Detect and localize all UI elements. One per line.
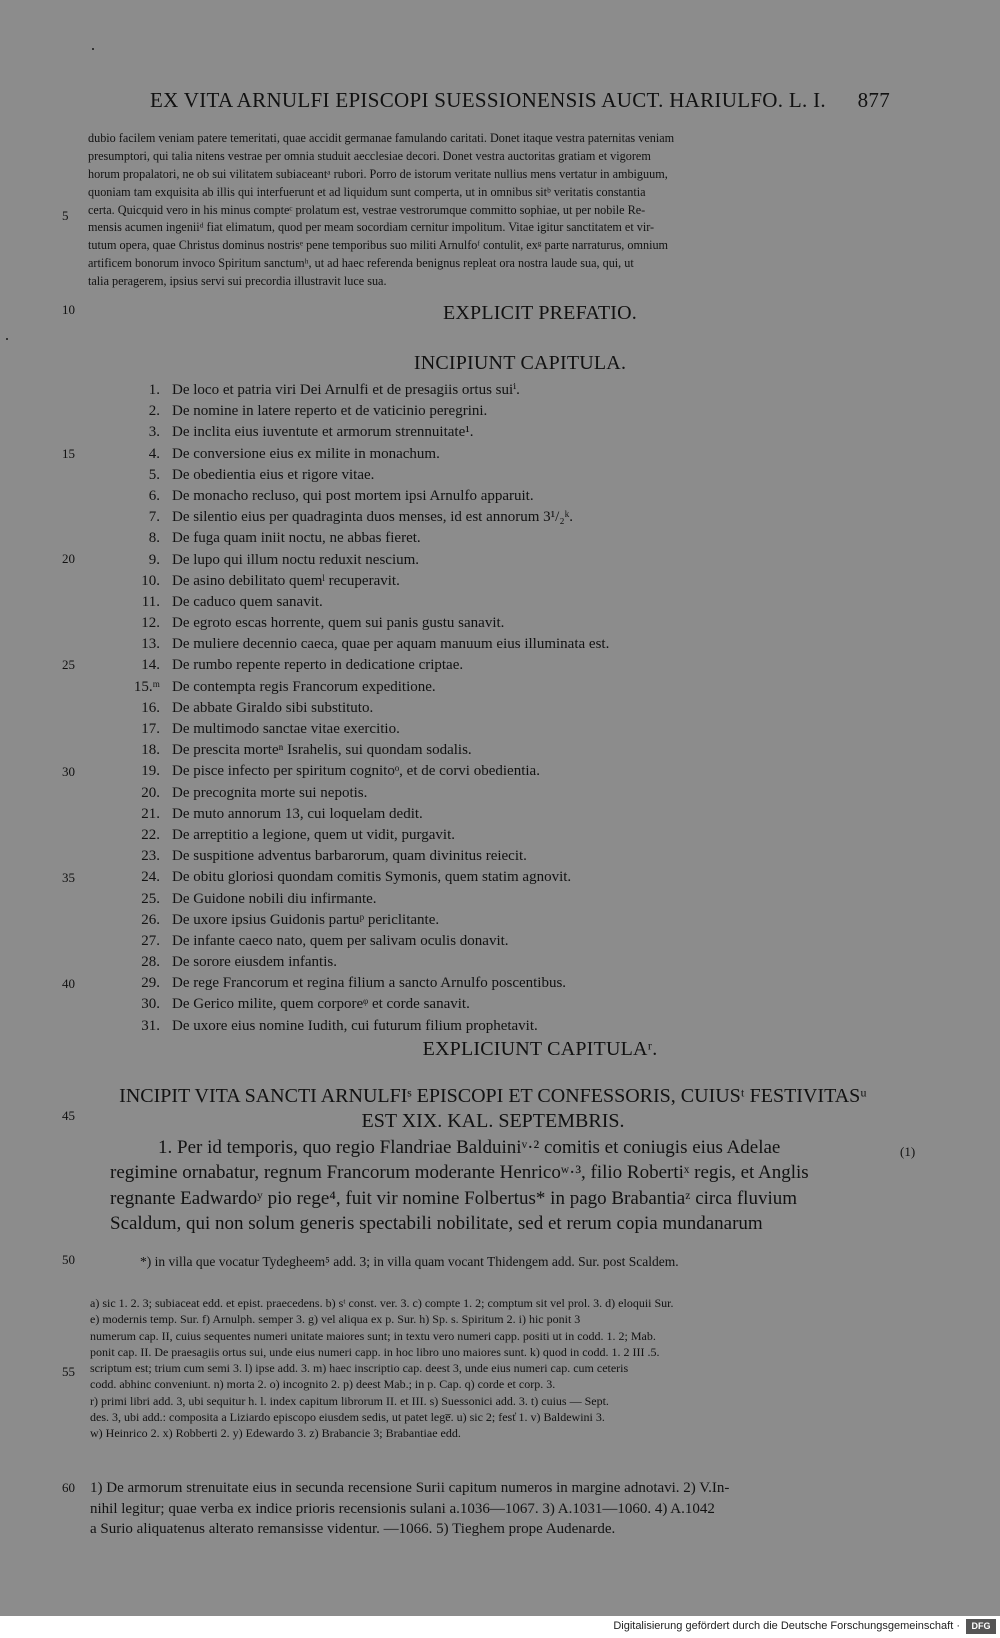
- list-item: 5. De obedientia eius et rigore vitae.: [148, 466, 375, 483]
- list-item: 2. De nomine in latere reperto et de vaticinio peregrini.: [148, 403, 488, 420]
- list-item: 20. De precognita morte sui nepotis.: [141, 784, 368, 801]
- text-line: tutum opera, quae Christus dominus nostrisᵉ pene temporibus suo militi Arnulfoᶠ contulit, exᵍ parte narraturus, omnium: [88, 238, 669, 253]
- line-number: 15: [62, 446, 75, 461]
- list-item: 25. De Guidone nobili diu infirmante.: [141, 890, 377, 907]
- speck-mark: [6, 338, 8, 340]
- line-number: 30: [62, 764, 75, 779]
- list-item: 1. De loco et patria viri Dei Arnulfi et de presagiis ortus suiⁱ.: [148, 382, 520, 398]
- list-item: 6. De monacho recluso, qui post mortem ipsi Arnulfo apparuit.: [148, 487, 534, 504]
- funding-credit: Digitalisierung gefördert durch die Deutsche Forschungsgemeinschaft ·: [613, 1620, 960, 1632]
- line-number: 60: [62, 1480, 75, 1495]
- text-line: Scaldum, qui non solum generis spectabili nobilitate, sed et rerum copia mundanarum: [110, 1213, 763, 1235]
- line-number: 20: [62, 551, 75, 566]
- text-line: codd. abhinc conveniunt. n) morta 2. o) incognito 2. p) deest Mab.; in p. Cap. q) corde et corp. 3.: [90, 1377, 556, 1392]
- list-item: 12. De egroto escas horrente, quem sui panis gustu sanavit.: [141, 615, 505, 632]
- text-line: numerum cap. II, cuius sequentes numeri unitate maiores sunt; in textu vero numeri capp. positi ut in codd. 1. 2; Mab.: [90, 1328, 656, 1343]
- speck-mark: [92, 48, 94, 50]
- list-item: 16. De abbate Giraldo sibi substituto.: [141, 699, 374, 716]
- list-item: 23. De suspitione adventus barbarorum, quam divinitus reiecit.: [141, 848, 527, 865]
- list-item: 7. De silentio eius per quadraginta duos menses, id est annorum 3¹/₂ᵏ.: [148, 509, 574, 526]
- vita-title-line-2: EST XIX. KAL. SEPTEMBRIS.: [361, 1110, 625, 1132]
- text-line: ponit cap. II. De praesagiis ortus sui, unde eius numeri capp. in hoc libro uno maiores sunt. k) quod in codd. 1. 2 III .5.: [90, 1344, 660, 1359]
- text-line: a Surio aliquatenus alterato remansisse videntur. —1066. 5) Tieghem prope Audenarde.: [90, 1521, 616, 1537]
- list-item: 15.ᵐ De contempta regis Francorum expeditione.: [133, 678, 436, 695]
- list-item: 10. De asino debilitato quemˡ recuperavit.: [141, 572, 400, 589]
- incipiunt-capitula-heading: INCIPIUNT CAPITULA.: [413, 352, 627, 374]
- list-item: 3. De inclita eius iuventute et armorum strennuitate¹.: [148, 424, 474, 441]
- list-item: 14. De rumbo repente reperto in dedicatione criptae.: [141, 657, 464, 674]
- list-item: 24. De obitu gloriosi quondam comitis Symonis, quem statim agnovit.: [141, 869, 572, 886]
- list-item: 13. De muliere decennio caeca, quae per aquam manuum eius illuminata est.: [141, 636, 610, 653]
- text-line: presumptori, qui talia nitens vestrae per omnia studuit aecclesiae decori. Donet vestra auctoritas gratiam et vigorem: [88, 148, 651, 163]
- text-line: nihil legitur; quae verba ex indice prioris recensionis sulani a.1036—1067. 3) A.1031—1060. 4) A.1042: [90, 1500, 715, 1517]
- list-item: 26. De uxore ipsius Guidonis partuᵖ periclitante.: [141, 911, 440, 928]
- list-item: 27. De infante caeco nato, quem per salivam oculis donavit.: [141, 932, 509, 949]
- text-line: scriptum est; trium cum semi 3. l) ipse add. 3. m) haec inscriptio cap. deest 3, unde eius numeri cap. cum ceteris: [90, 1361, 629, 1376]
- list-item: 8. De fuga quam iniit noctu, ne abbas fieret.: [148, 530, 421, 547]
- text-line: horum propalatori, ne ob sui vilitatem subiaceantᵃ rubori. Porro de istorum veritate nullius mens vertatur in ambiguum,: [88, 166, 668, 181]
- list-item: 9. De lupo qui illum noctu reduxit nescium.: [148, 551, 420, 568]
- line-number: 35: [62, 870, 75, 885]
- running-header: [150, 88, 890, 113]
- running-title: EX VITA ARNULFI EPISCOPI SUESSIONENSIS AUCT. HARIULFO. L. I.: [150, 88, 826, 112]
- text-line: 1. Per id temporis, quo regio Flandriae Balduiniᵛ·² comitis et coniugis eius Adelae: [158, 1137, 781, 1158]
- footnote-star: *) in villa que vocatur Tydegheem⁵ add. 3; in villa quam vocant Thidengem add. Sur. post Scaldem.: [140, 1254, 679, 1269]
- list-item: 30. De Gerico milite, quem corporeᵠ et corde sanavit.: [141, 996, 470, 1013]
- historical-notes: [90, 1478, 729, 1540]
- line-number: 25: [62, 657, 75, 672]
- vita-body-text: [110, 1135, 890, 1237]
- text-line: w) Heinrico 2. x) Robberti 2. y) Edewardo 3. z) Brabancie 3; Brabantiae edd.: [90, 1426, 461, 1441]
- text-line: regimine ornabatur, regnum Francorum moderante Henricoʷ·³, filio Robertiˣ regis, et Anglis: [110, 1162, 809, 1184]
- explicit-prefatio-heading: EXPLICIT PREFATIO.: [443, 302, 637, 324]
- list-item: 11. De caduco quem sanavit.: [141, 593, 323, 610]
- list-item: 22. De arreptitio a legione, quem ut vidit, purgavit.: [141, 826, 455, 843]
- text-line: certa. Quicquid vero in his minus compteᶜ prolatum est, vestrae vestrorumque committo sophiae, ut per nobile Re-: [88, 202, 646, 217]
- text-line: dubio facilem veniam patere temeritati, quae accidit germanae famulando caritati. Donet itaque vestra paternitas veniam: [88, 131, 675, 145]
- text-line: 1) De armorum strenuitate eius in secunda recensione Surii capitum numeros in margine adnotavi. 2) V.In-: [90, 1480, 730, 1496]
- list-item: 18. De prescita morteⁿ Israhelis, sui quondam sodalis.: [141, 742, 472, 759]
- text-line: e) modernis temp. Sur. f) Arnulph. semper 3. g) vel aliqua ex p. Sur. h) Sp. s. Spiritum 2. i) hic ponit 3: [90, 1312, 581, 1327]
- list-item: 4. De conversione eius ex milite in monachum.: [148, 445, 440, 462]
- line-number: 5: [62, 208, 69, 223]
- line-number: 55: [62, 1364, 75, 1379]
- vita-title-line-1: INCIPIT VITA SANCTI ARNULFIˢ EPISCOPI ET CONFESSORIS, CUIUSᵗ FESTIVITASᵘ: [119, 1085, 867, 1107]
- list-item: 19. De pisce infecto per spiritum cognitoᵒ, et de corvi obedientia.: [141, 763, 540, 780]
- digitization-footer: [0, 1616, 1000, 1638]
- line-number: 50: [62, 1252, 75, 1267]
- line-number: 10: [62, 302, 75, 317]
- text-line: a) sic 1. 2. 3; subiaceat edd. et epist. praecedens. b) sᵗ const. ver. 3. c) compte 1. 2; comptum sit vel prol. 3. d) eloquii Sur.: [90, 1296, 674, 1310]
- text-line: r) primi libri add. 3, ubi sequitur h. l. index capitum librorum II. et III. s) Suessonici add. 3. t) cuius — Sept.: [90, 1393, 609, 1408]
- list-item: 21. De muto annorum 13, cui loquelam dedit.: [141, 805, 423, 822]
- text-line: mensis acumen ingeniiᵈ fiat elimatum, quod per meam socordiam cernitur impolitum. Vitae igitur sanctitatem et vir-: [88, 220, 655, 235]
- expliciunt-capitula-heading: EXPLICIUNT CAPITULAʳ.: [422, 1038, 658, 1060]
- list-item: 31. De uxore eius nomine Iudith, cui futurum filium prophetavit.: [141, 1017, 538, 1034]
- dfg-logo-icon: DFG: [966, 1619, 996, 1634]
- text-line: des. 3, ubi add.: composita a Liziardo episcopo eiusdem sedis, ut patet lege̅. u) sic 2; fest̓ 1. v) Baldewini 3.: [90, 1410, 605, 1425]
- text-line: talia peragerem, ipsius servi sui precordia illustravit luce sua.: [88, 274, 387, 289]
- text-line: artificem bonorum invoco Spiritum sanctumʰ, ut ad haec referenda benignus repleat ora nostra laude sua, qui, ut: [88, 256, 634, 271]
- chapter-list: [132, 380, 852, 1037]
- line-number: 40: [62, 976, 75, 991]
- list-item: 28. De sorore eiusdem infantis.: [141, 954, 337, 971]
- text-line: quoniam tam exquisita ab illis qui interfuerunt et ad liquidum sunt comperta, ut in omnibus sitᵇ veritatis constantia: [88, 184, 646, 199]
- line-number: 45: [62, 1108, 75, 1123]
- list-item: 17. De multimodo sanctae vitae exercitio.: [141, 721, 400, 737]
- list-item: 29. De rege Francorum et regina filium a sancto Arnulfo poscentibus.: [141, 975, 567, 992]
- page-number: 877: [857, 88, 890, 112]
- preface-text: [88, 130, 888, 291]
- critical-apparatus: [90, 1295, 890, 1442]
- text-line: regnante Eadwardoʸ pio rege⁴, fuit vir nomine Folbertus* in pago Brabantiaᶻ circa fluvium: [110, 1187, 798, 1209]
- side-note-marker: (1): [900, 1144, 916, 1159]
